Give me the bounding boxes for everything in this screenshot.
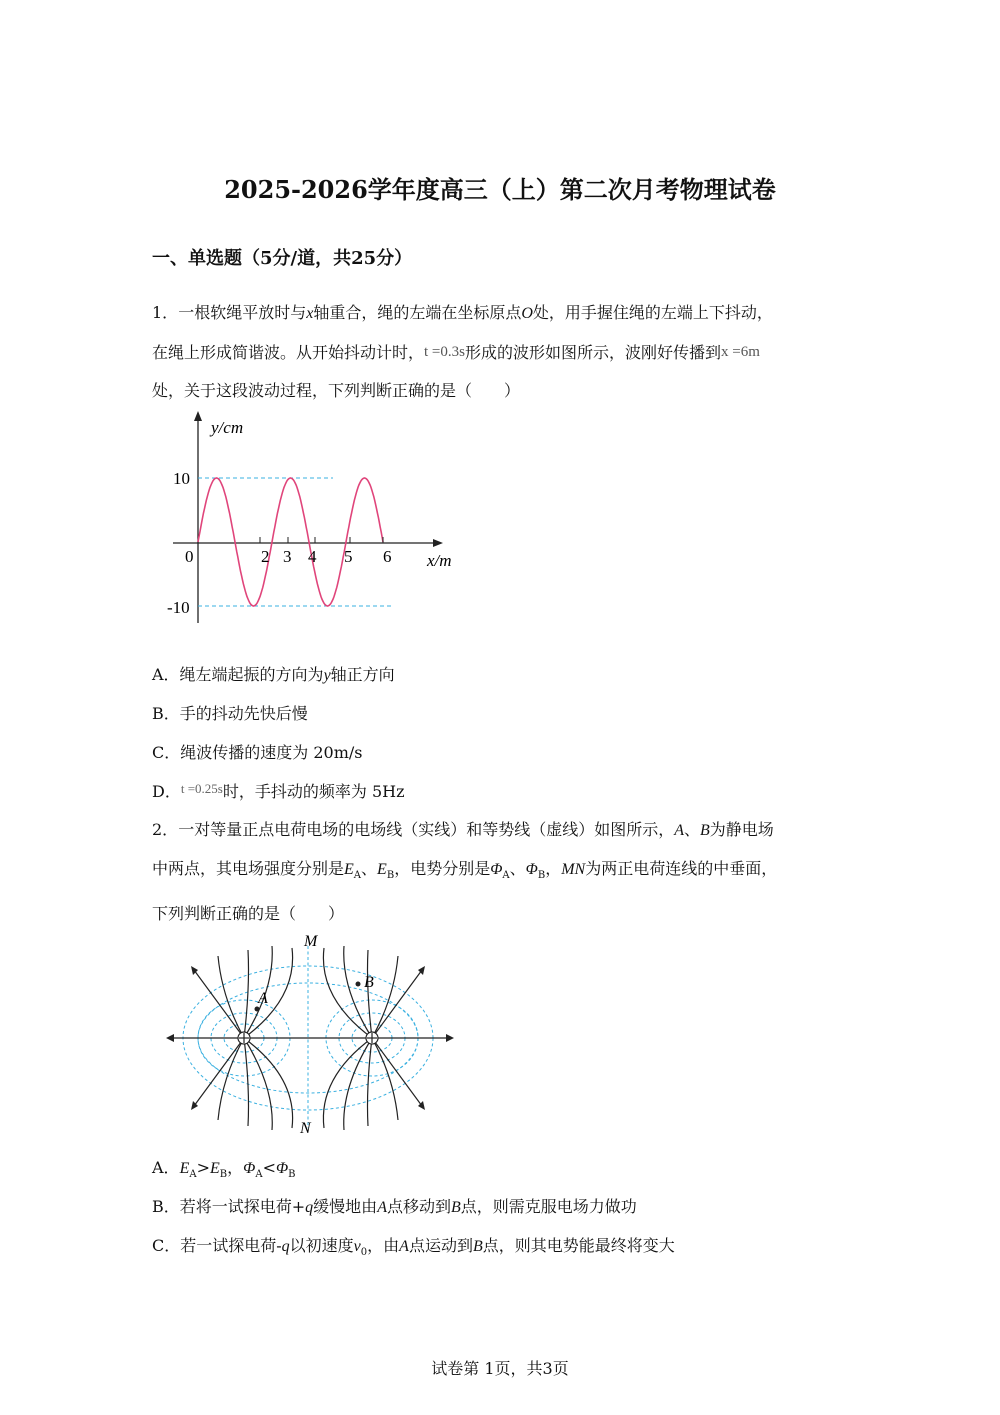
option-sub: B <box>219 1169 228 1181</box>
tick-label-0: 0 <box>185 547 194 566</box>
option-var: A <box>377 1199 387 1216</box>
option-var: q <box>281 1238 290 1255</box>
q2-text: ， <box>545 859 562 878</box>
field-line <box>244 950 249 1038</box>
option-text: 点移动到 <box>386 1197 451 1216</box>
q2-text: ，电势分别是 <box>394 859 491 878</box>
arrowhead <box>166 1034 174 1042</box>
q2-text: 下列判断正确的是（ ） <box>152 904 345 924</box>
page-title: 2025-2026学年度高三（上）第二次月考物理试卷 <box>224 175 776 204</box>
field-line <box>194 970 244 1038</box>
tick-label-6: 6 <box>383 547 392 566</box>
option-var: Φ <box>243 1160 256 1177</box>
option-math: t =0.25s <box>180 781 223 796</box>
x-axis-label: x/m <box>427 551 452 570</box>
q2-text: 一对等量正点电荷电场的电场线（实线）和等势线（虚线）如图所示， <box>178 820 675 839</box>
q2-text: 为两正电荷连线的中垂面， <box>585 859 778 878</box>
q2-var-b: B <box>700 822 710 839</box>
option-var: B <box>472 1238 483 1255</box>
label-n: N <box>300 1120 311 1137</box>
option-sub: A <box>189 1169 197 1181</box>
tick-label-4: 4 <box>308 547 317 566</box>
q1-text: 形成的波形如图所示，波刚好传播到 <box>464 343 721 362</box>
q1-text: 处，用手握住绳的左端上下抖动， <box>532 303 773 322</box>
q2-pb-sub: B <box>537 870 546 882</box>
option-text: C．若一试探电荷- <box>152 1236 282 1255</box>
option-var: B <box>450 1199 461 1216</box>
q2-ea: E <box>344 861 354 878</box>
option-text: A． <box>152 1158 180 1177</box>
label-b: B <box>364 974 374 991</box>
y-axis-label: y/cm <box>211 418 244 437</box>
question-1-stem <box>152 294 852 410</box>
q1-option-d <box>152 779 405 802</box>
option-text: 缓慢地由 <box>313 1197 378 1216</box>
option-text: ，由 <box>367 1236 400 1255</box>
option-var: E <box>179 1160 190 1177</box>
field-line <box>372 956 398 1038</box>
q2-eb: E <box>377 861 387 878</box>
q2-eb-sub: B <box>386 870 395 882</box>
arrowhead <box>446 1034 454 1042</box>
page-footer: 试卷第 1页，共3页 <box>431 1359 569 1378</box>
q2-text: 中两点，其电场强度分别是 <box>152 859 345 878</box>
field-line <box>244 1038 249 1126</box>
q2-text: 、 <box>683 820 700 839</box>
field-diagram <box>160 928 460 1138</box>
point-b <box>356 982 361 987</box>
section-heading: 一、单选题（5分/道，共25分） <box>152 248 413 269</box>
q1-option-c: C．绳波传播的速度为 20m/s <box>152 743 363 762</box>
q2-option-b <box>152 1194 637 1217</box>
option-var: q <box>305 1199 314 1216</box>
question-2-stem <box>152 811 852 933</box>
q1-var-x: x <box>306 305 314 322</box>
q2-option-c <box>152 1233 675 1258</box>
q1-math-t: t =0.3s <box>424 344 465 360</box>
option-text: D． <box>152 782 181 801</box>
tick-label-3: 3 <box>283 547 292 566</box>
q1-text: 在绳上形成简谐波。从开始抖动计时， <box>152 343 425 362</box>
positive-charge-left <box>238 1032 250 1044</box>
option-var: E <box>209 1160 220 1177</box>
q2-ea-sub: A <box>353 870 362 882</box>
q1-text: 轴重合，绳的左端在坐标原点 <box>313 303 522 322</box>
q2-pa-sub: A <box>502 870 510 882</box>
q2-option-a <box>152 1155 296 1180</box>
q2-pa: Φ <box>490 861 503 878</box>
option-var: Φ <box>275 1160 289 1177</box>
option-text: 轴正方向 <box>330 665 395 684</box>
option-text: 点运动到 <box>408 1236 473 1255</box>
option-var-y: y <box>323 667 331 684</box>
option-var: A <box>399 1238 409 1255</box>
q1-option-b: B．手的抖动先快后慢 <box>152 704 308 723</box>
wave-graph <box>165 405 465 630</box>
q2-text: 、 <box>361 859 378 878</box>
option-text: B．若将一试探电荷+ <box>152 1197 306 1216</box>
tick-label-2: 2 <box>261 547 270 566</box>
field-line <box>218 1038 244 1120</box>
q1-number: 1． <box>152 303 179 322</box>
field-line <box>194 1038 244 1106</box>
q1-math-x: x =6m <box>721 344 760 360</box>
field-line <box>372 1038 398 1120</box>
q1-var-o: O <box>521 305 533 322</box>
option-text: 以初速度 <box>289 1236 354 1255</box>
option-text: < <box>262 1158 276 1177</box>
y-axis-arrow <box>194 411 202 421</box>
tick-label-10: 10 <box>173 469 190 488</box>
x-axis-arrow <box>433 539 443 547</box>
option-text: 时，手抖动的频率为 5Hz <box>222 782 405 801</box>
q2-pb: Φ <box>525 861 538 878</box>
point-a <box>255 1007 260 1012</box>
field-line <box>368 1038 373 1126</box>
option-text: ， <box>227 1158 244 1177</box>
q1-option-a <box>152 662 395 685</box>
field-line <box>372 970 422 1038</box>
option-text: 点，则需克服电场力做功 <box>460 1197 637 1216</box>
field-line <box>218 956 244 1038</box>
q1-text: 处，关于这段波动过程，下列判断正确的是（ ） <box>152 381 521 400</box>
option-sub: 0 <box>360 1247 368 1259</box>
label-a: A <box>258 990 268 1007</box>
q2-text: 、 <box>509 859 526 878</box>
q2-mn: MN <box>561 861 586 878</box>
label-m: M <box>304 933 318 950</box>
wave-curve <box>198 478 383 606</box>
option-sub: B <box>288 1169 296 1181</box>
positive-charge-right <box>366 1032 378 1044</box>
q2-text: 为静电场 <box>709 820 774 839</box>
option-var: v <box>353 1238 361 1255</box>
tick-label-neg10: -10 <box>167 598 190 617</box>
q1-text: 一根软绳平放时与 <box>178 303 307 322</box>
option-text: > <box>196 1158 210 1177</box>
option-sub: A <box>255 1169 263 1181</box>
option-text: A．绳左端起振的方向为 <box>152 665 324 684</box>
option-text: 点，则其电势能最终将变大 <box>482 1236 675 1255</box>
field-line <box>372 1038 422 1106</box>
q2-number: 2． <box>152 820 179 839</box>
tick-label-5: 5 <box>344 547 353 566</box>
field-line <box>368 950 373 1038</box>
q2-var-a: A <box>674 822 684 839</box>
